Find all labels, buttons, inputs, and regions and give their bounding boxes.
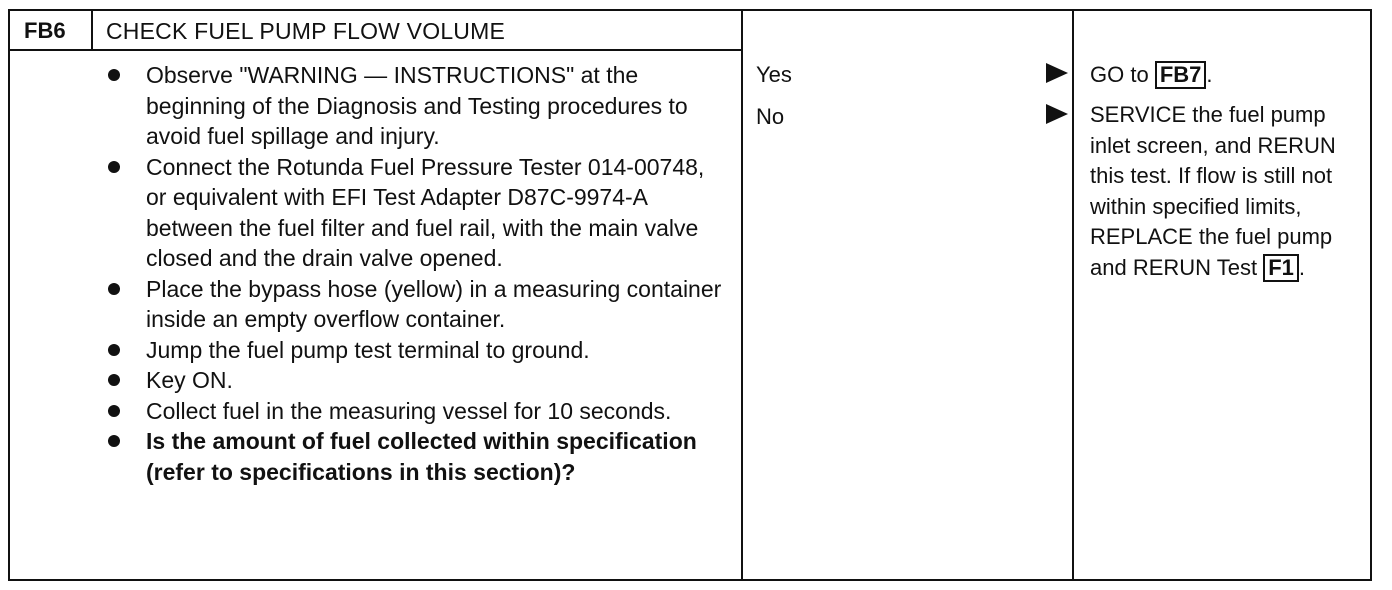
header-id-divider [91,9,93,51]
result-yes: Yes [756,62,792,87]
test-ref-f1[interactable]: F1 [1263,254,1299,282]
action-no-text: SERVICE the fuel pump inlet screen, and RERUN this test. If flow is still not within specified limits, REPLACE the fuel pump and RERUN Test [1090,102,1336,280]
column-divider-actions [1072,9,1074,581]
bullet-icon [108,435,120,447]
bullet-icon [108,374,120,386]
result-no: No [756,104,785,129]
step-item: Jump the fuel pump test terminal to ground. [100,335,730,366]
bullet-icon [108,405,120,417]
test-ref-fb7[interactable]: FB7 [1155,61,1207,89]
bullet-icon [108,161,120,173]
step-item: Key ON. [100,365,730,396]
action-yes-prefix: GO to [1090,62,1149,87]
bullet-icon [108,344,120,356]
bullet-icon [108,283,120,295]
action-no-suffix: . [1298,254,1306,280]
action-yes-suffix: . [1206,62,1213,87]
header-underline [8,49,743,51]
column-divider-results [741,9,743,581]
step-list [100,60,730,487]
action-no [1090,100,1368,283]
step-item: Observe "WARNING — INSTRUCTIONS" at the beginning of the Diagnosis and Testing procedures to avoid fuel spillage and injury. [100,60,730,152]
arrow-right-icon [1046,104,1068,124]
step-question: Is the amount of fuel collected within specification (refer to specifications in this section)? [100,426,730,487]
test-title: CHECK FUEL PUMP FLOW VOLUME [106,18,506,44]
step-item: Place the bypass hose (yellow) in a measuring container inside an empty overflow container. [100,274,730,335]
step-item: Collect fuel in the measuring vessel for 10 seconds. [100,396,730,427]
test-id: FB6 [24,18,66,43]
step-item: Connect the Rotunda Fuel Pressure Tester 014-00748, or equivalent with EFI Test Adapter D87C-9974-A between the fuel filter and fuel rail, with the main valve closed and the drain valve opened. [100,152,730,274]
bullet-icon [108,69,120,81]
action-yes [1090,60,1213,91]
arrow-right-icon [1046,63,1068,83]
